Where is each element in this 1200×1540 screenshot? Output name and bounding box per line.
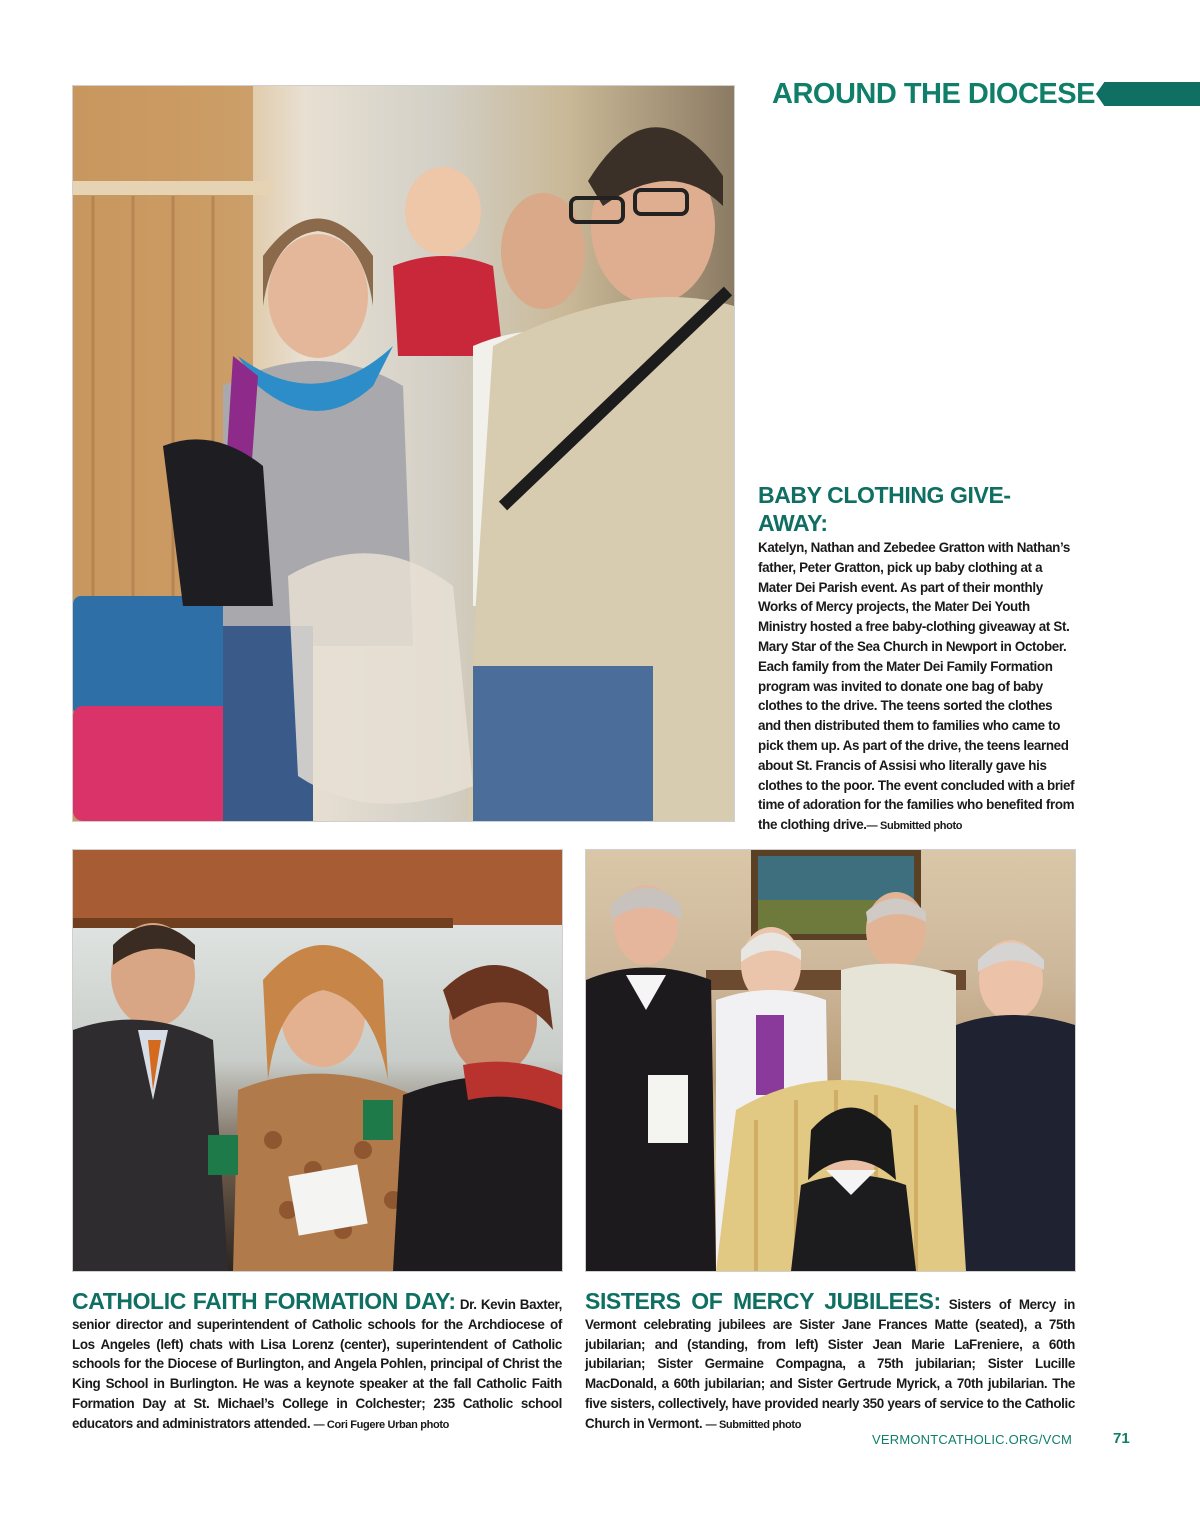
section-title: AROUND THE DIOCESE	[772, 78, 1095, 110]
section-tab-marker	[1096, 82, 1200, 106]
caption-kicker: BABY CLOTHING GIVE-AWAY:	[758, 482, 1011, 536]
caption-body: Katelyn, Nathan and Zebedee Gratton with Nathan’s father, Peter Gratton, pick up baby clothing at a Mater Dei Parish event. As part of their monthly Works of Mercy projects, the Mater Dei Youth Ministry hosted a free baby-clothing giveaway at St. Mary Star of the Sea Church in Newport in October. Each family from the Mater Dei Family Formation program was invited to donate one bag of baby clothes to the drive. The teens sorted the clothes and then distributed them to families who came to pick them up. As part of the drive, the teens learned about St. Francis of Assisi who literally gave his clothes to the poor. The event concluded with a brief time of adoration for the families who benefited from the clothing drive.	[758, 540, 1075, 833]
photo-credit: — Submitted photo	[866, 820, 963, 833]
website-link[interactable]: VERMONTCATHOLIC.ORG/VCM	[872, 1432, 1073, 1447]
photo-credit: — Submitted photo	[705, 1418, 802, 1431]
photo-credit: — Cori Fugere Urban photo	[313, 1418, 450, 1431]
caption-kicker: CATHOLIC FAITH FORMATION DAY:	[72, 1288, 456, 1314]
caption-kicker: SISTERS OF MERCY JUBILEES:	[585, 1288, 941, 1314]
caption-body: Sisters of Mercy in Vermont celebrating jubilees are Sister Jane Frances Matte (seated), a 75th jubilarian; and (standing, from left) Sister Jean Marie LaFreniere, a 60th jubilarian; Sister Germaine Compagna, a 75th jubilarian; Sister Lucille MacDonald, a 60th jubilarian; and Sister Gertrude Myrick, a 70th jubilarian. The five sisters, collectively, have provided nearly 350 years of service to the Catholic Church in Vermont.	[585, 1297, 1075, 1431]
faith-formation-caption	[72, 1290, 562, 1436]
page-number: 71	[1113, 1430, 1130, 1447]
sisters-of-mercy-caption	[585, 1290, 1075, 1436]
baby-clothing-photo	[72, 85, 735, 822]
sisters-of-mercy-photo	[585, 849, 1076, 1272]
section-header	[740, 76, 1200, 116]
baby-clothing-caption	[758, 481, 1078, 837]
caption-body: Dr. Kevin Baxter, senior director and superintendent of Catholic schools for the Archdiocese of Los Angeles (left) chats with Lisa Lorenz (center), superintendent of Catholic schools for the Diocese of Burlington, and Angela Pohlen, principal of Christ the King School in Burlington. He was a keynote speaker at the fall Catholic Faith Formation Day at St. Michael’s College in Colchester; 235 Catholic school educators and administrators attended.	[72, 1297, 562, 1431]
faith-formation-photo	[72, 849, 563, 1272]
